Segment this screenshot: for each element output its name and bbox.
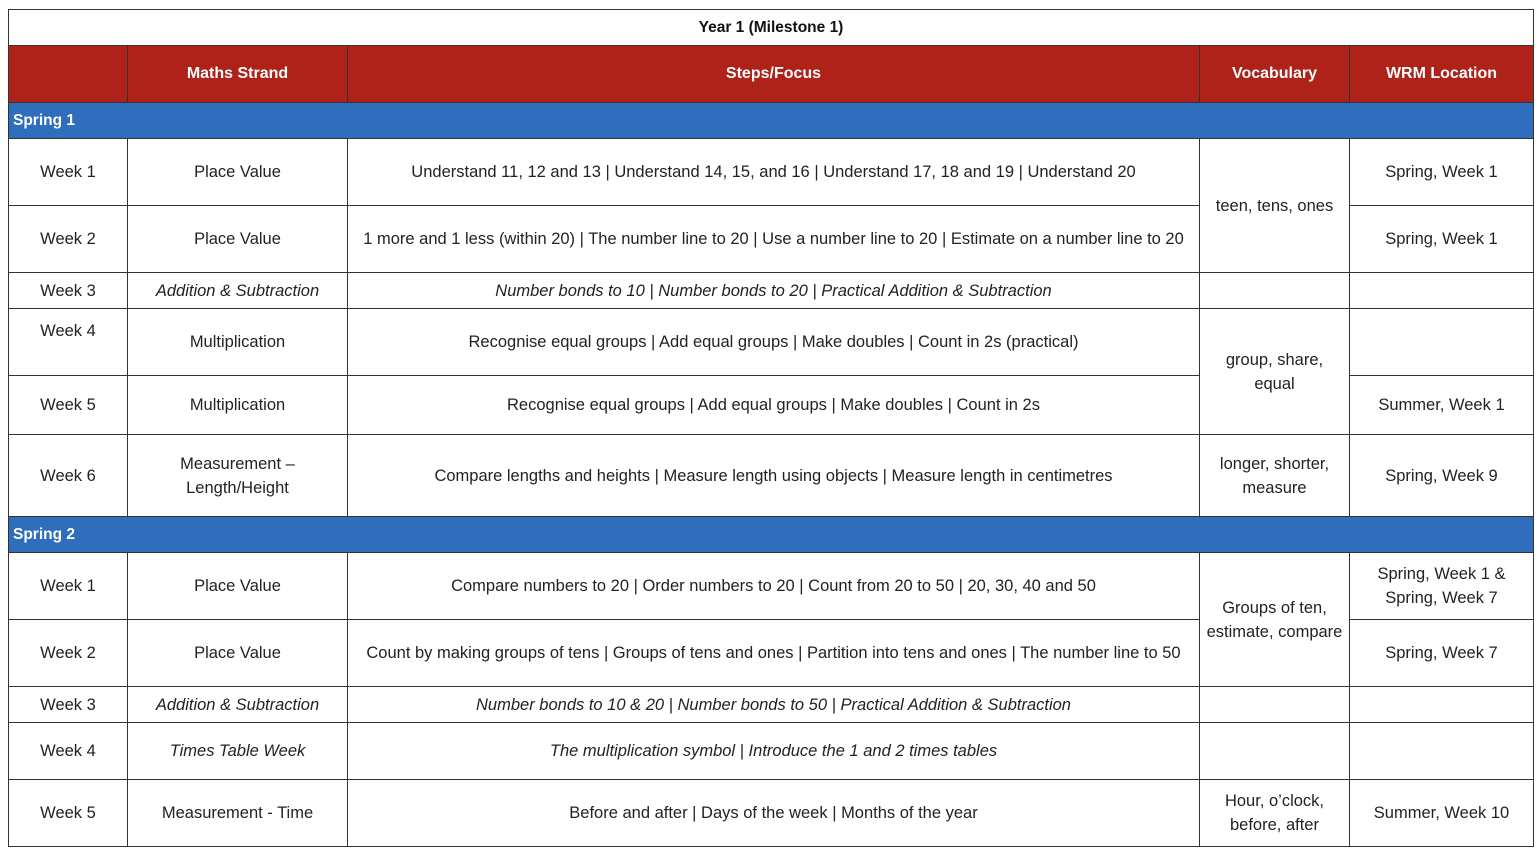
- week-cell: Week 5: [9, 780, 128, 847]
- strand-cell: Place Value: [128, 139, 348, 206]
- location-cell: Summer, Week 10: [1350, 780, 1534, 847]
- steps-cell: Count by making groups of tens | Groups of tens and ones | Partition into tens and ones | The number line to 50: [348, 620, 1200, 687]
- strand-cell: Addition & Subtraction: [128, 687, 348, 723]
- week-cell: Week 4: [9, 723, 128, 780]
- location-cell: Spring, Week 7: [1350, 620, 1534, 687]
- table-row: [9, 780, 1534, 847]
- steps-cell: Compare lengths and heights | Measure length using objects | Measure length in centimetres: [348, 435, 1200, 517]
- week-cell: Week 2: [9, 620, 128, 687]
- location-cell: [1350, 687, 1534, 723]
- vocabulary-cell: [1200, 687, 1350, 723]
- title-row: [9, 10, 1534, 46]
- week-cell: Week 1: [9, 139, 128, 206]
- steps-cell: Number bonds to 10 | Number bonds to 20 | Practical Addition & Subtraction: [348, 273, 1200, 309]
- week-cell: Week 4: [9, 309, 128, 376]
- location-cell: [1350, 273, 1534, 309]
- steps-cell: Understand 11, 12 and 13 | Understand 14, 15, and 16 | Understand 17, 18 and 19 | Understand 20: [348, 139, 1200, 206]
- term-row-spring-1: [9, 103, 1534, 139]
- vocabulary-cell: Hour, o’clock, before, after: [1200, 780, 1350, 847]
- table-row: [9, 309, 1534, 376]
- vocabulary-cell: [1200, 273, 1350, 309]
- term-label: Spring 2: [9, 517, 1534, 553]
- location-cell: Spring, Week 1: [1350, 139, 1534, 206]
- table-row: [9, 273, 1534, 309]
- strand-cell: Times Table Week: [128, 723, 348, 780]
- steps-cell: 1 more and 1 less (within 20) | The number line to 20 | Use a number line to 20 | Estimate on a number line to 20: [348, 206, 1200, 273]
- table-title: Year 1 (Milestone 1): [9, 10, 1534, 46]
- term-row-spring-2: [9, 517, 1534, 553]
- strand-cell: Place Value: [128, 553, 348, 620]
- location-cell: Spring, Week 1: [1350, 206, 1534, 273]
- steps-cell: Before and after | Days of the week | Months of the year: [348, 780, 1200, 847]
- steps-cell: Compare numbers to 20 | Order numbers to 20 | Count from 20 to 50 | 20, 30, 40 and 50: [348, 553, 1200, 620]
- header-wrm-location: WRM Location: [1350, 46, 1534, 103]
- week-cell: Week 3: [9, 273, 128, 309]
- steps-cell: Recognise equal groups | Add equal groups | Make doubles | Count in 2s: [348, 376, 1200, 435]
- header-week: [9, 46, 128, 103]
- location-cell: [1350, 309, 1534, 376]
- table-row: [9, 435, 1534, 517]
- location-cell: Summer, Week 1: [1350, 376, 1534, 435]
- strand-cell: Addition & Subtraction: [128, 273, 348, 309]
- strand-cell: Place Value: [128, 620, 348, 687]
- strand-cell: Multiplication: [128, 309, 348, 376]
- location-cell: Spring, Week 1 & Spring, Week 7: [1350, 553, 1534, 620]
- vocabulary-cell: Groups of ten, estimate, compare: [1200, 553, 1350, 687]
- location-cell: Spring, Week 9: [1350, 435, 1534, 517]
- strand-cell: Place Value: [128, 206, 348, 273]
- table-row: [9, 723, 1534, 780]
- vocabulary-cell: [1200, 723, 1350, 780]
- table-row: [9, 687, 1534, 723]
- strand-cell: Multiplication: [128, 376, 348, 435]
- vocabulary-cell: group, share, equal: [1200, 309, 1350, 435]
- steps-cell: The multiplication symbol | Introduce the 1 and 2 times tables: [348, 723, 1200, 780]
- vocabulary-cell: teen, tens, ones: [1200, 139, 1350, 273]
- week-cell: Week 5: [9, 376, 128, 435]
- week-cell: Week 3: [9, 687, 128, 723]
- steps-cell: Number bonds to 10 & 20 | Number bonds to 50 | Practical Addition & Subtraction: [348, 687, 1200, 723]
- week-cell: Week 6: [9, 435, 128, 517]
- steps-cell: Recognise equal groups | Add equal groups | Make doubles | Count in 2s (practical): [348, 309, 1200, 376]
- term-label: Spring 1: [9, 103, 1534, 139]
- header-maths-strand: Maths Strand: [128, 46, 348, 103]
- table-row: [9, 139, 1534, 206]
- header-steps-focus: Steps/Focus: [348, 46, 1200, 103]
- header-row: [9, 46, 1534, 103]
- vocabulary-cell: longer, shorter, measure: [1200, 435, 1350, 517]
- curriculum-table: [8, 9, 1534, 847]
- header-vocabulary: Vocabulary: [1200, 46, 1350, 103]
- week-cell: Week 2: [9, 206, 128, 273]
- week-cell: Week 1: [9, 553, 128, 620]
- location-cell: [1350, 723, 1534, 780]
- strand-cell: Measurement - Time: [128, 780, 348, 847]
- strand-cell: Measurement – Length/Height: [128, 435, 348, 517]
- table-row: [9, 553, 1534, 620]
